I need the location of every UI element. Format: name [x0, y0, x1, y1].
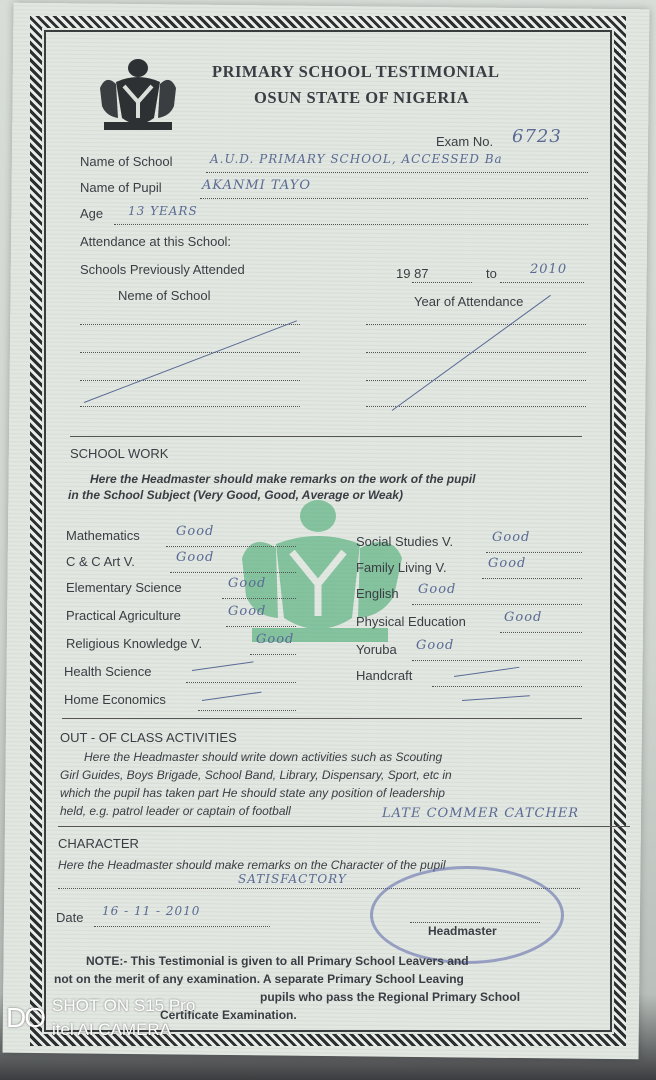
subject-label: Practical Agriculture [66, 608, 181, 623]
grade-line [166, 546, 296, 547]
age-line [114, 224, 588, 225]
note-text: pupils who pass the Regional Primary School [260, 990, 521, 1004]
character-value: SATISFACTORY [238, 872, 347, 886]
document-title: PRIMARY SCHOOL TESTIMONIAL [212, 62, 500, 81]
school-name-line [206, 172, 588, 173]
attendance-from-line [412, 282, 472, 283]
signature-line [410, 922, 540, 923]
grade-line [432, 686, 582, 687]
activities-heading: OUT - OF CLASS ACTIVITIES [60, 730, 237, 745]
subject-grade: Good [492, 530, 531, 545]
grade-line [250, 654, 296, 655]
age-label: Age [80, 206, 104, 221]
subject-label: Yoruba [356, 642, 397, 657]
grade-line [222, 598, 296, 599]
activities-instruction: held, e.g. patrol leader or captain of football [60, 804, 291, 818]
school-name-label: Name of School [80, 154, 173, 169]
pupil-name-line [200, 198, 588, 199]
subject-grade: Good [256, 632, 295, 647]
previous-school-row [80, 352, 300, 353]
camera-logo-icon: DO [6, 1002, 44, 1033]
grade-line [486, 552, 582, 553]
grade-line [500, 632, 582, 633]
previous-school-row [80, 324, 300, 325]
date-label: Date [56, 910, 84, 925]
grade-line [412, 660, 582, 661]
subject-grade: Good [416, 638, 455, 653]
date-line [94, 926, 270, 927]
note-text: NOTE:- This Testimonial is given to all Primary School Leavers and [86, 954, 469, 968]
character-heading: CHARACTER [58, 836, 139, 851]
coat-of-arms-icon [92, 52, 184, 138]
subject-grade: Good [418, 582, 457, 597]
subject-label: Physical Education [356, 614, 466, 629]
subject-grade: Good [176, 524, 215, 539]
previous-school-row [80, 406, 300, 407]
watermark-line: itel AI CAMERA [52, 1020, 172, 1039]
column-name-of-school: Neme of School [118, 288, 211, 303]
grade-line [482, 578, 582, 579]
grade-line [170, 572, 296, 573]
section-divider [58, 826, 630, 827]
attendance-from: 19 87 [396, 266, 429, 281]
attendance-to-line [500, 282, 584, 283]
subject-label: Health Science [64, 664, 152, 679]
school-work-heading: SCHOOL WORK [70, 446, 169, 461]
subject-label: English [356, 586, 399, 601]
grade-line [412, 604, 582, 605]
subject-label: Home Economics [64, 692, 166, 707]
attendance-to-label: to [486, 266, 497, 281]
activities-value: LATE COMMER CATCHER [382, 806, 580, 821]
exam-no-value: 6723 [512, 126, 562, 147]
previous-schools-label: Schools Previously Attended [80, 262, 245, 277]
grade-line [186, 682, 296, 683]
activities-instruction: Girl Guides, Boys Brigade, School Band, Library, Dispensary, Sport, etc in [60, 768, 452, 782]
activities-instruction: Here the Headmaster should write down activities such as Scouting [84, 750, 443, 764]
school-work-instruction: in the School Subject (Very Good, Good, Average or Weak) [68, 488, 403, 502]
grade-line [226, 626, 296, 627]
grade-line [198, 710, 296, 711]
pupil-name-value: AKANMI TAYO [202, 178, 311, 193]
attendance-to-value: 2010 [530, 262, 568, 277]
subject-label: Religious Knowledge V. [66, 636, 203, 651]
school-name-value: A.U.D. PRIMARY SCHOOL, ACCESSED Ba [210, 152, 503, 166]
character-instruction: Here the Headmaster should make remarks on the Character of the pupil [58, 858, 446, 872]
subject-grade: Good [228, 604, 267, 619]
school-work-instruction: Here the Headmaster should make remarks on the work of the pupil [90, 472, 476, 486]
official-stamp [370, 866, 564, 964]
watermark-line: SHOT ON S15 Pro [52, 996, 196, 1015]
age-value: 13 YEARS [128, 204, 198, 218]
previous-year-row [366, 352, 586, 353]
section-divider [62, 718, 582, 719]
date-value: 16 - 11 - 2010 [102, 904, 201, 918]
section-divider [70, 436, 582, 437]
previous-year-row [366, 406, 586, 407]
previous-year-row [366, 324, 586, 325]
subject-grade: Good [504, 610, 543, 625]
previous-school-row [80, 380, 300, 381]
note-text: not on the merit of any examination. A separate Primary School Leaving [54, 972, 464, 986]
subject-grade: Good [176, 550, 215, 565]
note-text: Certificate Examination. [160, 1008, 297, 1022]
pupil-name-label: Name of Pupil [80, 180, 162, 195]
subject-grade: Good [228, 576, 267, 591]
exam-no-label: Exam No. [436, 134, 494, 149]
subject-label: C & C Art V. [66, 554, 135, 569]
subject-grade: Good [488, 556, 527, 571]
attendance-label: Attendance at this School: [80, 234, 232, 249]
subject-label: Family Living V. [356, 560, 447, 575]
subject-label: Elementary Science [66, 580, 182, 595]
subject-label: Social Studies V. [356, 534, 454, 549]
column-year-of-attendance: Year of Attendance [414, 294, 524, 309]
subject-label: Mathematics [66, 528, 140, 543]
previous-year-row [366, 380, 586, 381]
headmaster-label: Headmaster [428, 924, 497, 938]
document-subtitle: OSUN STATE OF NIGERIA [254, 88, 470, 107]
subject-label: Handcraft [356, 668, 413, 683]
activities-instruction: which the pupil has taken part He should state any position of leadership [60, 786, 445, 800]
